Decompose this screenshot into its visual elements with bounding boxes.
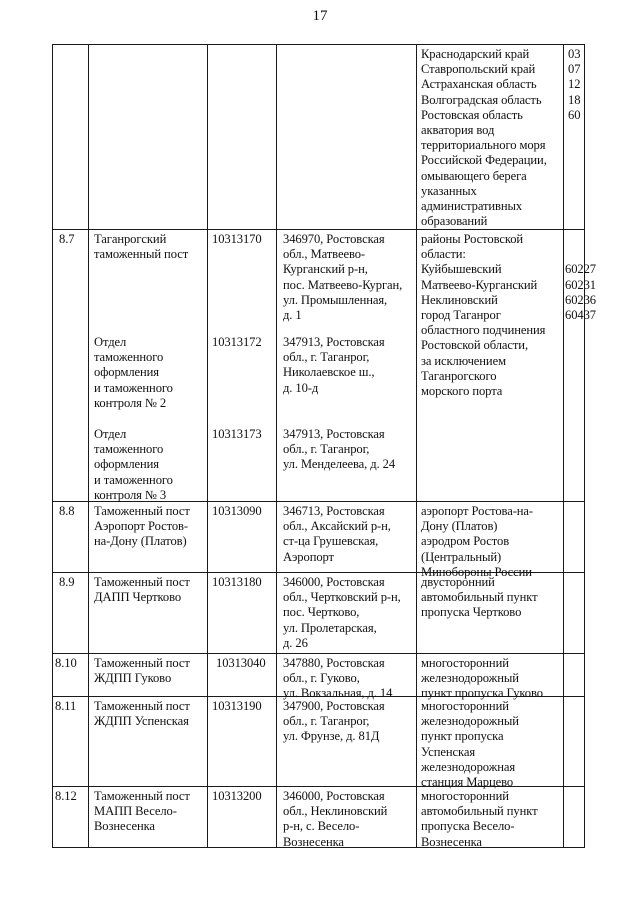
page-number: 17 (312, 8, 328, 24)
table-rule (416, 44, 417, 848)
post-name: Таможенный пост Аэропорт Ростов- на-Дону (Платов) (94, 504, 190, 549)
okato-cell: 03 07 12 18 60 (568, 47, 581, 122)
post-name: Таможенный пост ДАПП Чертково (94, 575, 190, 605)
post-code: 10313173 (212, 427, 262, 441)
table-rule (584, 44, 585, 848)
post-code: 10313180 (212, 575, 262, 589)
table-rule (88, 44, 89, 848)
post-name: Таможенный пост ЖДПП Успенская (94, 699, 190, 729)
table-rule (52, 44, 53, 848)
region-cell: двусторонний автомобильный пункт пропуска Чертково (421, 575, 538, 620)
table-rule (276, 44, 277, 848)
row-number: 8.9 (59, 575, 75, 589)
post-name: Отдел таможенного оформления и таможенного контроля № 2 (94, 335, 173, 410)
region-cell: районы Ростовской области: Куйбышевский Матвеево-Курганский Неклиновский город Таганрог областного подчинения Ростовской области, за исключением Таганрогского морского порта (421, 232, 546, 399)
row-number: 8.10 (55, 656, 77, 670)
post-code: 10313170 (212, 232, 262, 246)
table-rule (207, 44, 208, 848)
post-address: 346970, Ростовская обл., Матвеево- Курганский р-н, пос. Матвеево-Курган, ул. Промышленная, д. 1 (283, 232, 403, 323)
region-cell: многосторонний железнодорожный пункт пропуска Гуково (421, 656, 543, 701)
post-address: 346713, Ростовская обл., Аксайский р-н, ст-ца Грушевская, Аэропорт (283, 504, 391, 564)
row-number: 8.11 (55, 699, 77, 713)
post-name: Таможенный пост ЖДПП Гуково (94, 656, 190, 686)
okato-cell: 60227 60231 60236 60437 (565, 262, 596, 323)
region-cell: Краснодарский край Ставропольский край Астраханская область Волгоградская область Ростовская область акватория вод территориального моря Российской Федерации, омывающего берега указанных административных образований (421, 47, 547, 229)
post-code: 10313090 (212, 504, 262, 518)
table-rule (52, 653, 585, 654)
post-address: 346000, Ростовская обл., Чертковский р-н, пос. Чертково, ул. Пролетарская, д. 26 (283, 575, 401, 650)
post-address: 347900, Ростовская обл., г. Таганрог, ул. Фрунзе, д. 81Д (283, 699, 385, 744)
row-number: 8.12 (55, 789, 77, 803)
post-address: 347913, Ростовская обл., г. Таганрог, Николаевское ш., д. 10-д (283, 335, 385, 395)
post-name: Таможенный пост МАПП Весело- Вознесенка (94, 789, 190, 834)
post-code: 10313040 (216, 656, 266, 670)
post-code: 10313172 (212, 335, 262, 349)
region-cell: аэропорт Ростова-на- Дону (Платов) аэродром Ростов (Центральный) Минобороны России (421, 504, 534, 579)
row-number: 8.8 (59, 504, 75, 518)
post-name: Таганрогский таможенный пост (94, 232, 189, 262)
post-address: 347913, Ростовская обл., г. Таганрог, ул. Менделеева, д. 24 (283, 427, 396, 472)
post-code: 10313190 (212, 699, 262, 713)
row-number: 8.7 (59, 232, 75, 246)
post-name: Отдел таможенного оформления и таможенного контроля № 3 (94, 427, 173, 502)
post-address: 347880, Ростовская обл., г. Гуково, ул. Вокзальная, д. 14 (283, 656, 393, 701)
table-rule (52, 44, 585, 45)
customs-posts-table (52, 44, 596, 849)
post-code: 10313200 (212, 789, 262, 803)
region-cell: многосторонний железнодорожный пункт пропуска Успенская железнодорожная станция Марцево (421, 699, 519, 790)
post-address: 346000, Ростовская обл., Неклиновский р-н, с. Весело- Вознесенка (283, 789, 388, 849)
table-rule (563, 44, 564, 848)
region-cell: многосторонний автомобильный пункт пропуска Весело- Вознесенка (421, 789, 538, 849)
